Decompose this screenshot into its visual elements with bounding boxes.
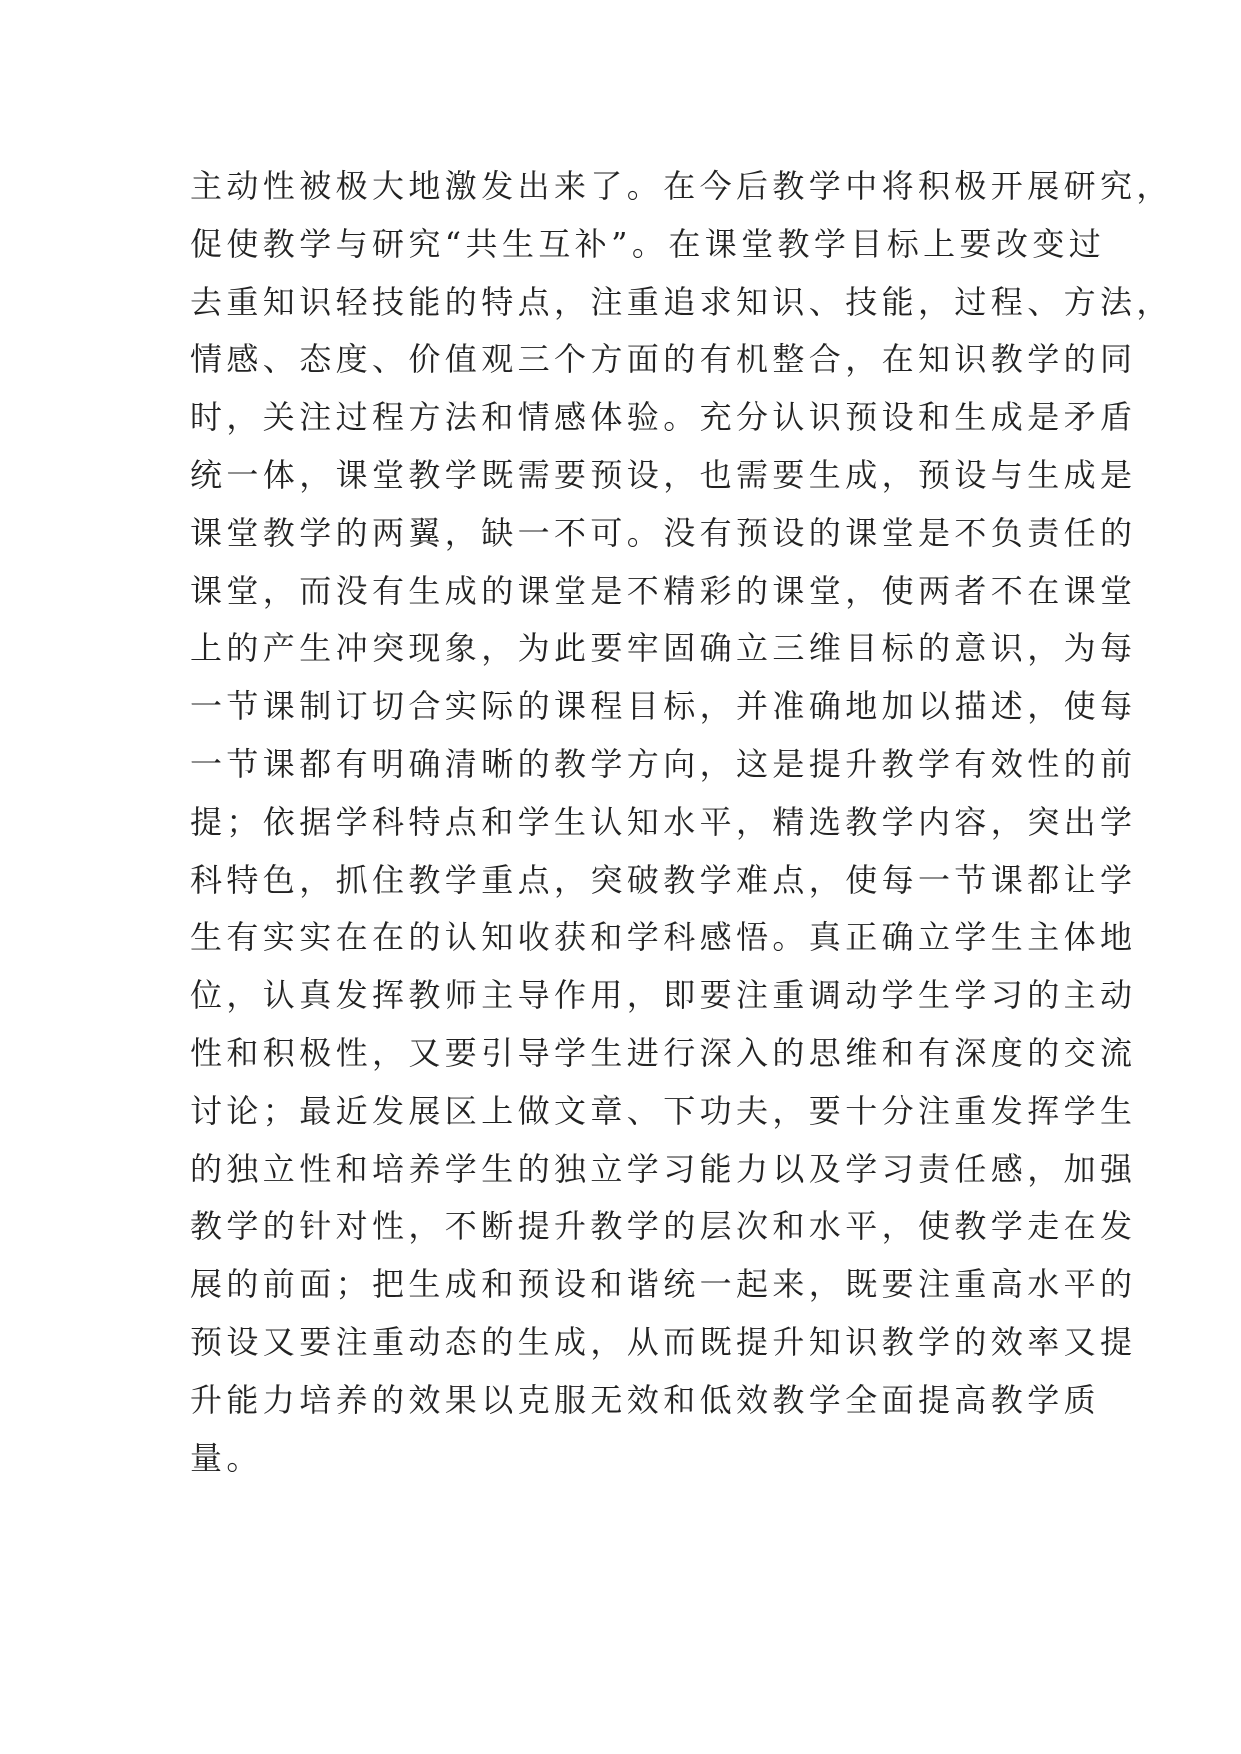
text-line: 促使教学与研究“共生互补”。在课堂教学目标上要改变过 (190, 224, 1106, 263)
text-line: 科特色，抓住教学重点，突破教学难点，使每一节课都让学 (190, 860, 1137, 899)
text-line: 去重知识轻技能的特点，注重追求知识、技能，过程、方法， (190, 282, 1173, 321)
text-line: 展的前面；把生成和预设和谐统一起来，既要注重高水平的 (190, 1265, 1137, 1304)
text-line: 性和积极性，又要引导学生进行深入的思维和有深度的交流 (190, 1033, 1137, 1072)
text-line: 提；依据学科特点和学生认知水平，精选教学内容，突出学 (190, 802, 1137, 841)
text-line: 升能力培养的效果以克服无效和低效教学全面提高教学质 (190, 1380, 1101, 1419)
text-line: 讨论；最近发展区上做文章、下功夫，要十分注重发挥学生 (190, 1091, 1137, 1130)
text-line: 一节课都有明确清晰的教学方向，这是提升教学有效性的前 (190, 744, 1137, 783)
text-line: 情感、态度、价值观三个方面的有机整合，在知识教学的同 (190, 340, 1137, 379)
text-line: 的独立性和培养学生的独立学习能力以及学习责任感，加强 (190, 1149, 1137, 1188)
text-line: 课堂教学的两翼，缺一不可。没有预设的课堂是不负责任的 (190, 513, 1137, 552)
text-line: 统一体，课堂教学既需要预设，也需要生成，预设与生成是 (190, 455, 1137, 494)
text-line: 量。 (190, 1438, 263, 1477)
text-line: 一节课制订切合实际的课程目标，并准确地加以描述，使每 (190, 687, 1137, 726)
text-line: 生有实实在在的认知收获和学科感悟。真正确立学生主体地 (190, 918, 1137, 957)
text-line: 主动性被极大地激发出来了。在今后教学中将积极开展研究， (190, 167, 1173, 205)
text-line: 课堂，而没有生成的课堂是不精彩的课堂，使两者不在课堂 (190, 571, 1137, 610)
body-paragraph (190, 158, 1173, 1487)
text-line: 时，关注过程方法和情感体验。充分认识预设和生成是矛盾 (190, 398, 1137, 437)
text-line: 预设又要注重动态的生成，从而既提升知识教学的效率又提 (190, 1322, 1137, 1361)
text-line: 教学的针对性，不断提升教学的层次和水平，使教学走在发 (190, 1207, 1137, 1246)
text-line: 位，认真发挥教师主导作用，即要注重调动学生学习的主动 (190, 976, 1137, 1015)
text-line: 上的产生冲突现象，为此要牢固确立三维目标的意识，为每 (190, 629, 1137, 668)
